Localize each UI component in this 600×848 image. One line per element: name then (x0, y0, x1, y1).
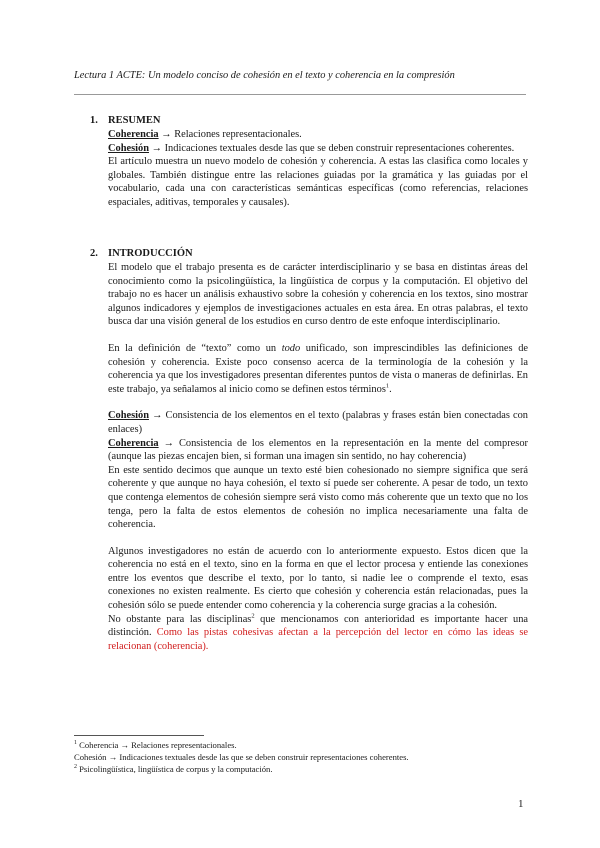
text-run: En la definición de “texto” como un (108, 342, 282, 354)
term-cohesion: Cohesión (108, 142, 149, 154)
footnote-1-continued: Cohesión → Indicaciones textuales desde las que se deben construir representaciones coherentes. (74, 751, 409, 762)
text-run: No obstante para las disciplinas (108, 613, 252, 625)
footnote-2 (74, 764, 534, 776)
footnote-ref-1[interactable]: 1 (385, 382, 390, 390)
term-coherencia: Coherencia (108, 437, 159, 449)
page-number: 1 (518, 798, 524, 810)
definition-text: → Indicaciones textuales desde las que se deben construir representaciones coherentes. (151, 142, 515, 154)
footnote-1 (74, 740, 534, 752)
resumen-paragraph: El artículo muestra un nuevo modelo de cohesión y coherencia. A estas las clasifica como locales y globales. También distingue entre las relaciones guiadas por la gramática y las guiadas por el vocabulario, cada una con características semánticas específicas (como referencias, relaciones espaciales, aditivas, temporales y causales). (108, 156, 528, 208)
text-run: que mencionamos con anterioridad es importante hacer una distinción. (108, 613, 528, 639)
section-introduccion (90, 247, 528, 653)
footnote-number: 1 (74, 740, 77, 747)
section-heading-resumen (90, 114, 528, 128)
footnote-text: Psicolingüística, lingüística de corpus y la computación. (77, 763, 273, 774)
intro-paragraph-1: El modelo que el trabajo presenta es de carácter interdisciplinario y se basa en distintas áreas del conocimiento como la psicolingüística, la lingüística de corpus y la computación. El objetivo del trabajo no es hacer un análisis exhaustivo sobre la cohesión y coherencia en los textos, sino mostrar algunos indicadores y ejemplos de investigaciones actuales en esta área. En otras palabras, el texto busca dar una visión general de los estudios en curso dentro de este enfoque interdisciplinario. (108, 262, 528, 328)
italic-word: todo (281, 342, 301, 354)
definition-cohesion (108, 142, 528, 156)
definition-text: → Consistencia de los elementos en el texto (palabras y frases están bien conectadas con enlaces) (108, 410, 528, 435)
definition-cohesion (108, 409, 528, 436)
section-heading-introduccion (90, 247, 528, 261)
footnote-divider (74, 735, 204, 736)
highlighted-text: Como las pistas cohesivas afectan a la percepción del lector en cómo las ideas se relacionan (coherencia). (108, 627, 528, 652)
section-resumen (90, 114, 528, 210)
definition-coherencia (108, 437, 528, 464)
header-divider (74, 94, 526, 95)
text-run: . (389, 383, 392, 395)
section-number: 2. (90, 248, 98, 259)
definition-text: → Relaciones representacionales. (161, 129, 302, 140)
text-run: unificado, son imprescindibles las definiciones de cohesión y coherencia. Existe poco consenso acerca de la terminología de la cohesión y la coherencia ya que los investigadores presentan diferentes puntos de vista o maneras de definirlas. En este trabajo, ya señalamos al inicio como se definen estos términos (108, 342, 528, 395)
definition-coherencia (108, 128, 528, 142)
definition-text: → Consistencia de los elementos en la representación en la mente del compresor (aunque las piezas encajen bien, si forman una imagen sin sentido, no hay coherencia) (108, 437, 528, 463)
intro-paragraph-3: En este sentido decimos que aunque un texto esté bien cohesionado no siempre significa que será coherente y que aunque no haya cohesión, el texto sí puede ser coherente. A pesar de todo, un texto que contenga elementos de cohesión siempre será visto como más coherente que un texto que no los tenga, pero la falta de estos elementos de cohesión no implica necesariamente una falta de coherencia. (108, 464, 528, 531)
footnotes (74, 740, 534, 775)
introduccion-body (108, 261, 528, 653)
term-cohesion: Cohesión (108, 410, 149, 422)
footnote-number: 2 (74, 763, 77, 770)
intro-paragraph-5 (108, 613, 528, 654)
section-title: RESUMEN (108, 115, 161, 126)
footnote-text: Coherencia → Relaciones representacionales. (77, 740, 237, 750)
intro-paragraph-2 (108, 342, 528, 396)
section-number: 1. (90, 115, 98, 126)
footnote-ref-2[interactable]: 2 (251, 612, 255, 620)
section-title: INTRODUCCIÓN (108, 248, 193, 259)
intro-paragraph-4: Algunos investigadores no están de acuerdo con lo anteriormente expuesto. Estos dicen que la coherencia no está en el texto, sino en la forma en que el lector procesa y entiende las conexiones entre los eventos que describe el texto, por lo tanto, si nadie lee o comprende el texto, esas conexiones no existen realmente. Es cierto que cohesión y coherencia están relacionadas, pues la cohesión sólo se puede entender como coherencia y la coherencia surge gracias a la cohesión. (108, 545, 528, 612)
term-coherencia: Coherencia (108, 129, 159, 140)
resumen-body (108, 128, 528, 210)
page-header: Lectura 1 ACTE: Un modelo conciso de cohesión en el texto y coherencia en la compresión (74, 70, 455, 81)
